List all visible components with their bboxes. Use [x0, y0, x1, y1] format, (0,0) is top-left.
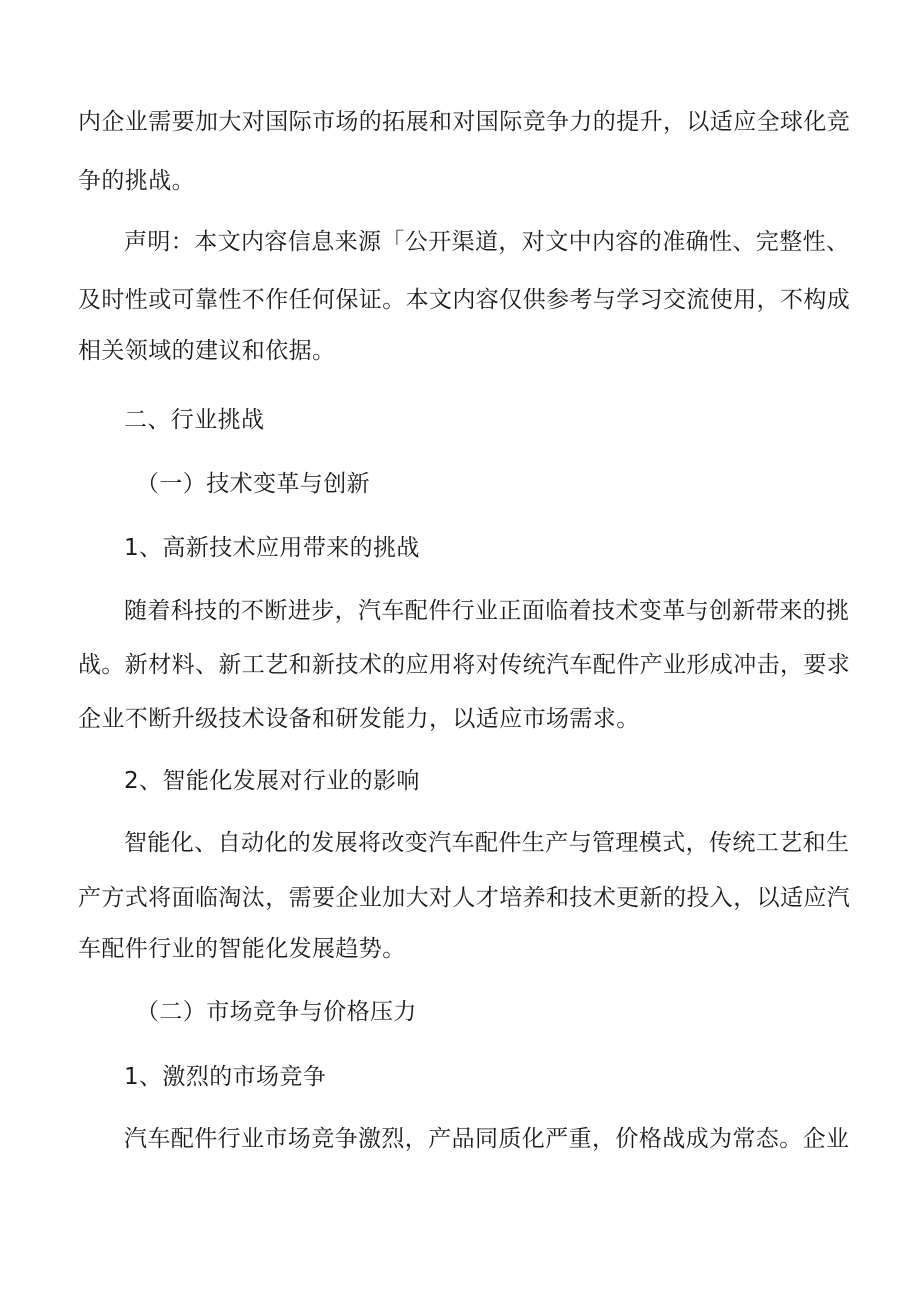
- item-heading-intelligent: 2、智能化发展对行业的影响: [124, 768, 420, 794]
- intro-paragraph-line-1: 内企业需要加大对国际市场的拓展和对国际竞争力的提升，以适应全球化竞: [78, 109, 851, 135]
- subsection-heading-tech-change: （一）技术变革与创新: [136, 471, 370, 497]
- item-body-intelligent-line-2: 产方式将面临淘汰，需要企业加大对人才培养和技术更新的投入，以适应汽: [78, 885, 851, 911]
- subsection-heading-market-competition: （二）市场竞争与价格压力: [136, 999, 417, 1025]
- item-body-high-tech-line-3: 企业不断升级技术设备和研发能力，以适应市场需求。: [78, 706, 640, 732]
- item-body-fierce-competition-line-1: 汽车配件行业市场竞争激烈，产品同质化严重，价格战成为常态。企业: [124, 1126, 850, 1152]
- disclaimer-line-1: 声明：本文内容信息来源「公开渠道，对文中内容的准确性、完整性、: [124, 229, 850, 255]
- item-heading-fierce-competition: 1、激烈的市场竞争: [124, 1064, 327, 1090]
- disclaimer-line-2: 及时性或可靠性不作任何保证。本文内容仅供参考与学习交流使用，不构成: [78, 287, 851, 313]
- item-body-intelligent-line-3: 车配件行业的智能化发展趋势。: [78, 936, 406, 962]
- item-body-high-tech-line-1: 随着科技的不断进步，汽车配件行业正面临着技术变革与创新带来的挑: [124, 598, 850, 624]
- item-body-high-tech-line-2: 战。新材料、新工艺和新技术的应用将对传统汽车配件产业形成冲击，要求: [78, 652, 851, 678]
- disclaimer-line-3: 相关领域的建议和依据。: [78, 338, 336, 364]
- section-heading-industry-challenges: 二、行业挑战: [124, 407, 265, 433]
- item-body-intelligent-line-1: 智能化、自动化的发展将改变汽车配件生产与管理模式，传统工艺和生: [124, 830, 850, 856]
- item-heading-high-tech: 1、高新技术应用带来的挑战: [124, 535, 420, 561]
- intro-paragraph-line-2: 争的挑战。: [78, 168, 195, 194]
